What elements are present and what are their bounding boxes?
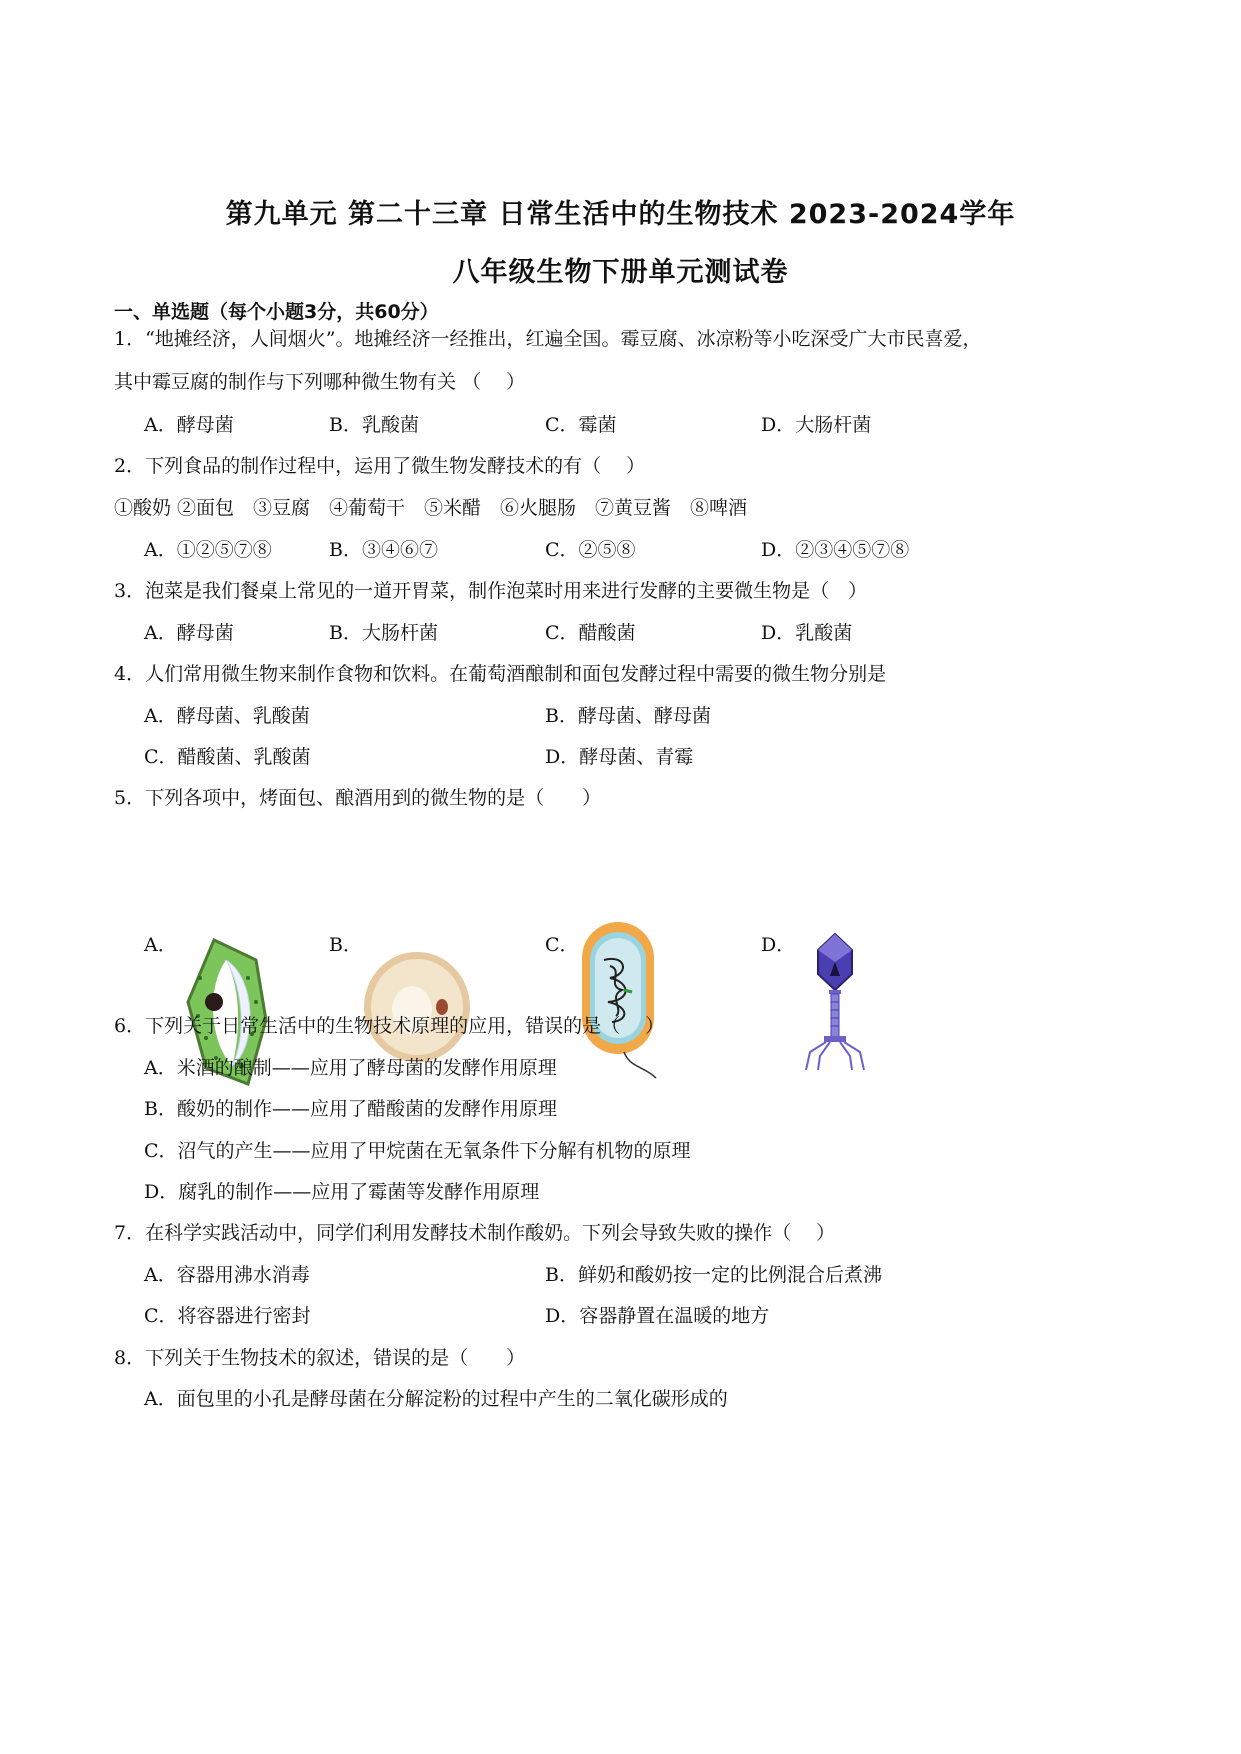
q6-option-c: C．沼气的产生——应用了甲烷菌在无氧条件下分解有机物的原理 [144, 1140, 691, 1162]
q8-stem: 8．下列关于生物技术的叙述，错误的是（ ） [114, 1347, 526, 1369]
q3-option-c: C．醋酸菌 [545, 622, 636, 644]
exam-title-line1: 第九单元 第二十三章 日常生活中的生物技术 2023-2024学年 [225, 199, 1016, 230]
q6-option-a: A．米酒的酿制——应用了酵母菌的发酵作用原理 [144, 1057, 557, 1079]
q7-option-b: B．鲜奶和酸奶按一定的比例混合后煮沸 [545, 1264, 882, 1286]
q3-stem: 3．泡菜是我们餐桌上常见的一道开胃菜，制作泡菜时用来进行发酵的主要微生物是（ ） [114, 580, 868, 602]
q6-option-d: D．腐乳的制作——应用了霉菌等发酵作用原理 [144, 1181, 540, 1203]
q4-option-a: A．酵母菌、乳酸菌 [144, 705, 310, 727]
q6-stem: 6．下列关于日常生活中的生物技术原理的应用，错误的是（ ） [114, 1015, 665, 1037]
q2-option-b: B．③④⑥⑦ [329, 539, 438, 561]
yeast-cell-icon [362, 950, 472, 1065]
q6-option-b: B．酸奶的制作——应用了醋酸菌的发酵作用原理 [144, 1098, 557, 1120]
q3-option-b: B．大肠杆菌 [329, 622, 438, 644]
q1-option-b: B．乳酸菌 [329, 414, 419, 436]
q2-option-d: D．②③④⑤⑦⑧ [761, 539, 910, 561]
q7-option-c: C．将容器进行密封 [144, 1305, 311, 1327]
q5-option-c-label: C． [545, 934, 579, 956]
q5-option-a [144, 930, 187, 957]
section-heading: 一、单选题（每个小题3分，共60分） [114, 301, 439, 323]
q1-stem-line2: 其中霉豆腐的制作与下列哪种微生物有关 （ ） [114, 371, 526, 393]
q3-option-a: A．酵母菌 [144, 622, 234, 644]
q1-stem-line1: 1．“地摊经济，人间烟火”。地摊经济一经推出，红遍全国。霉豆腐、冰凉粉等小吃深受广大市民喜爱， [114, 328, 982, 350]
q5-stem: 5．下列各项中，烤面包、酿酒用到的微生物的是（ ） [114, 787, 602, 809]
q5-option-a-label: A． [144, 934, 177, 956]
q5-option-b-label: B． [329, 934, 362, 956]
q2-option-a: A．①②⑤⑦⑧ [144, 539, 272, 561]
q8-option-a: A．面包里的小孔是酵母菌在分解淀粉的过程中产生的二氧化碳形成的 [144, 1388, 728, 1410]
exam-title-line2: 八年级生物下册单元测试卷 [452, 257, 789, 288]
q1-option-d: D．大肠杆菌 [761, 414, 872, 436]
q2-items: ①酸奶 ②面包 ③豆腐 ④葡萄干 ⑤米醋 ⑥火腿肠 ⑦黄豆酱 ⑧啤酒 [114, 497, 748, 519]
q5-option-d [761, 930, 805, 957]
q2-option-c: C．②⑤⑧ [545, 539, 636, 561]
bacteriophage-icon [802, 932, 868, 1072]
q4-option-d: D．酵母菌、青霉 [545, 746, 694, 768]
q2-stem: 2．下列食品的制作过程中，运用了微生物发酵技术的有（ ） [114, 455, 646, 477]
q4-stem: 4．人们常用微生物来制作食物和饮料。在葡萄酒酿制和面包发酵过程中需要的微生物分别是 [114, 663, 887, 685]
q1-option-c: C．霉菌 [545, 414, 617, 436]
bacterium-icon [580, 920, 660, 1080]
q7-option-d: D．容器静置在温暖的地方 [545, 1305, 770, 1327]
q1-option-a: A．酵母菌 [144, 414, 234, 436]
q3-option-d: D．乳酸菌 [761, 622, 853, 644]
q7-stem: 7．在科学实践活动中，同学们利用发酵技术制作酸奶。下列会导致失败的操作（ ） [114, 1222, 836, 1244]
q7-option-a: A．容器用沸水消毒 [144, 1264, 310, 1286]
q4-option-b: B．酵母菌、酵母菌 [545, 705, 711, 727]
q5-option-d-label: D． [761, 934, 796, 956]
q4-option-c: C．醋酸菌、乳酸菌 [144, 746, 311, 768]
